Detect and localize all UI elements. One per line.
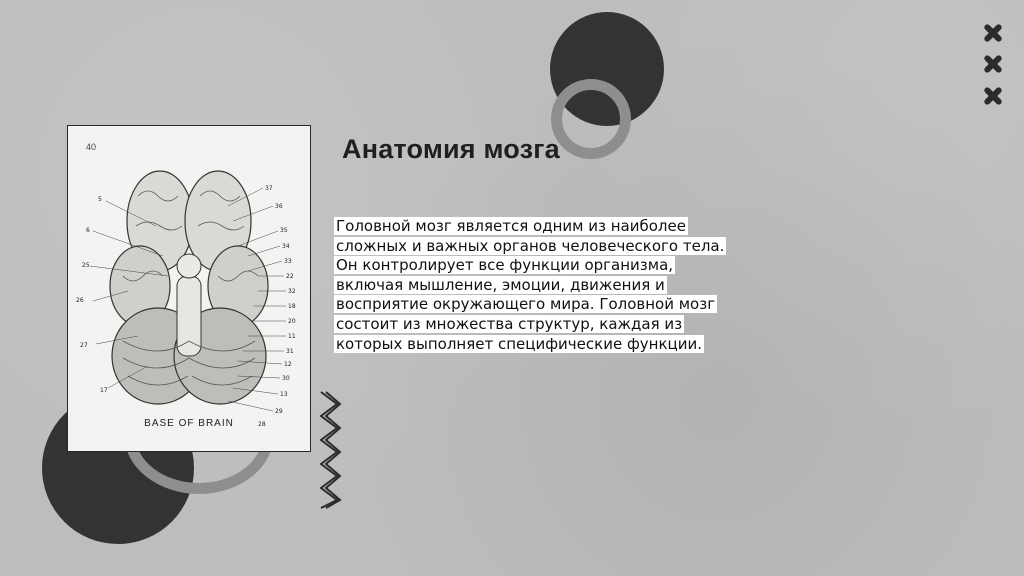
figure-label: 35 <box>280 227 288 234</box>
figure-label: 30 <box>282 375 290 382</box>
figure-label: 17 <box>100 387 108 394</box>
figure-label: 11 <box>288 333 296 340</box>
slide-body <box>334 217 744 354</box>
figure-label: 28 <box>258 421 266 428</box>
close-icon <box>982 85 1004 107</box>
zigzag-icon <box>318 390 342 510</box>
figure-label: 18 <box>288 303 296 310</box>
slide-body-text: Головной мозг является одним из наиболее сложных и важных органов человеческого тела. Он контролирует все функции организма, включая мышление, эмоции, движения и восприятие окружающего мира. Головной мозг состоит из множества структур, каждая из которых выполняет специфические функции. <box>336 217 725 353</box>
figure-label: 25 <box>82 262 90 269</box>
figure-label: 22 <box>286 273 294 280</box>
figure-label: 29 <box>275 408 283 415</box>
figure-page-number: 40 <box>86 142 97 152</box>
figure-label: 5 <box>98 196 102 203</box>
brain-illustration <box>67 125 311 452</box>
figure-label: 36 <box>275 203 283 210</box>
figure-label: 20 <box>288 318 296 325</box>
figure-label: 32 <box>288 288 296 295</box>
figure-label: 33 <box>284 258 292 265</box>
decor-ring-top <box>551 79 631 159</box>
figure-label: 6 <box>86 227 90 234</box>
close-icon <box>982 22 1004 44</box>
slide-title: Анатомия мозга <box>342 134 560 164</box>
figure-label: 37 <box>265 185 273 192</box>
figure-label: 26 <box>76 297 84 304</box>
figure-caption: BASE OF BRAIN <box>144 418 234 429</box>
figure-label: 13 <box>280 391 288 398</box>
figure-label: 27 <box>80 342 88 349</box>
figure-label: 34 <box>282 243 290 250</box>
brain-drawing <box>68 126 311 452</box>
figure-label: 12 <box>284 361 292 368</box>
close-icon <box>982 53 1004 75</box>
figure-label: 31 <box>286 348 294 355</box>
